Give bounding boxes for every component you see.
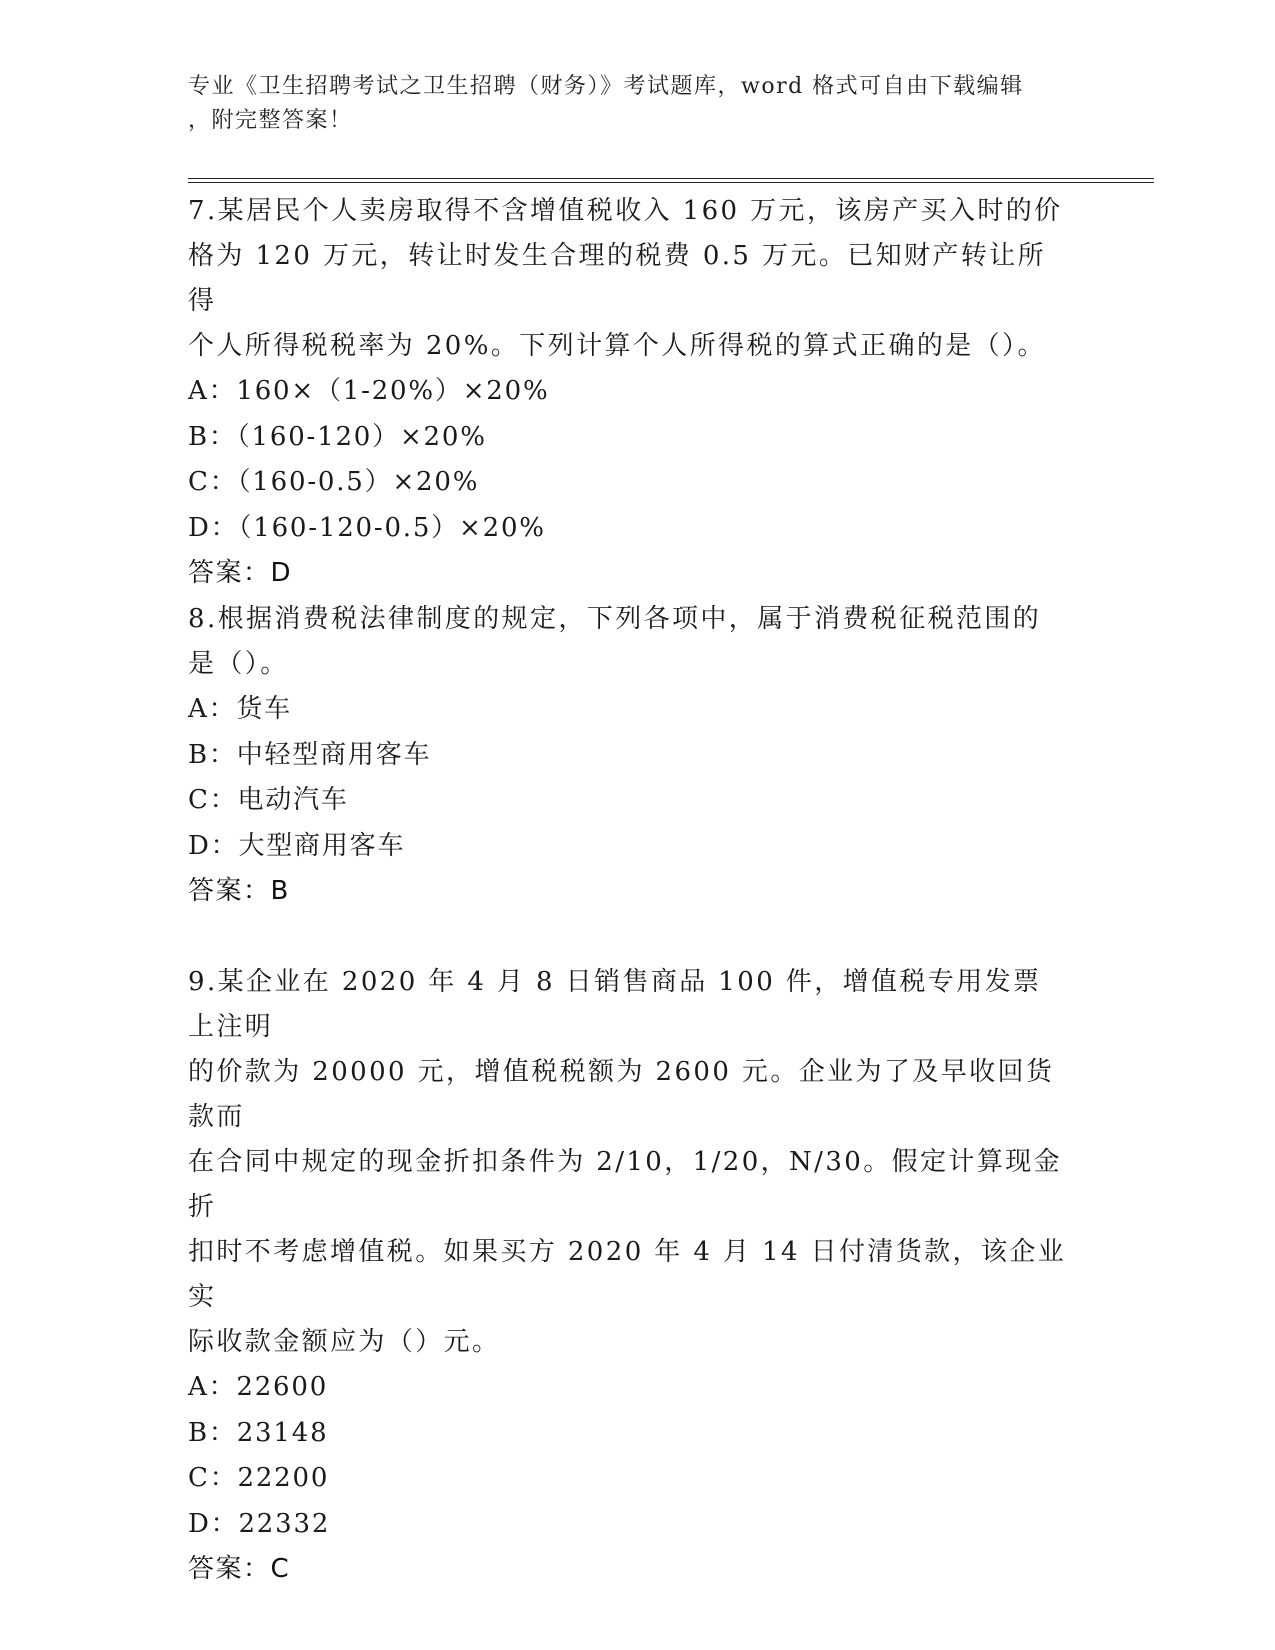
answer-line: 答案：B (188, 876, 290, 906)
option-a: A：22600 (188, 1372, 329, 1402)
question-7 (188, 189, 1068, 596)
option-d: D：（160-120-0.5）×20% (188, 512, 546, 543)
option-d: D：大型商用客车 (188, 830, 406, 861)
answer-line: 答案：C (188, 1554, 291, 1584)
stem-line: 9.某企业在 2020 年 4 月 8 日销售商品 100 件，增值税专用发票上注明 (188, 967, 1042, 1042)
header-divider-top (188, 178, 1154, 179)
option-c: C：电动汽车 (188, 785, 349, 815)
question-stem (188, 960, 1068, 1365)
option-b: B：中轻型商用客车 (188, 739, 432, 770)
option-b: B：（160-120）×20% (188, 421, 487, 452)
stem-line: 个人所得税税率为 20%。下列计算个人所得税的算式正确的是（）。 (188, 331, 1046, 361)
stem-line: 格为 120 万元，转让时发生合理的税费 0.5 万元。已知财产转让所得 (188, 241, 1047, 316)
question-stem (188, 189, 1068, 369)
header-divider-bottom (188, 182, 1154, 183)
question-stem (188, 597, 1068, 687)
stem-line: 扣时不考虑增值税。如果买方 2020 年 4 月 14 日付清货款，该企业实 (188, 1237, 1067, 1312)
stem-line: 7.某居民个人卖房取得不含增值税收入 160 万元，该房产买入时的价 (188, 196, 1063, 226)
option-b: B：23148 (188, 1417, 329, 1448)
stem-line: 在合同中规定的现金折扣条件为 2/10，1/20，N/30。假定计算现金折 (188, 1147, 1063, 1222)
option-c: C：（160-0.5）×20% (188, 467, 480, 497)
option-d: D：22332 (188, 1508, 331, 1539)
option-a: A：160×（1-20%）×20% (188, 376, 550, 406)
stem-line: 际收款金额应为（）元。 (188, 1327, 501, 1357)
header-line-1: 专业《卫生招聘考试之卫生招聘（财务）》考试题库，word 格式可自由下载编辑 (188, 74, 1024, 99)
question-9 (188, 960, 1068, 1592)
question-8 (188, 597, 1068, 914)
header-line-2: ，附完整答案！ (188, 108, 353, 133)
stem-line: 8.根据消费税法律制度的规定，下列各项中，属于消费税征税范围的 (188, 604, 1042, 634)
stem-line: 的价款为 20000 元，增值税税额为 2600 元。企业为了及早收回货款而 (188, 1057, 1055, 1132)
option-a: A：货车 (188, 694, 292, 724)
option-c: C：22200 (188, 1463, 330, 1493)
document-header (188, 70, 1068, 138)
answer-line: 答案：D (188, 558, 293, 588)
stem-line: 是（）。 (188, 649, 289, 679)
